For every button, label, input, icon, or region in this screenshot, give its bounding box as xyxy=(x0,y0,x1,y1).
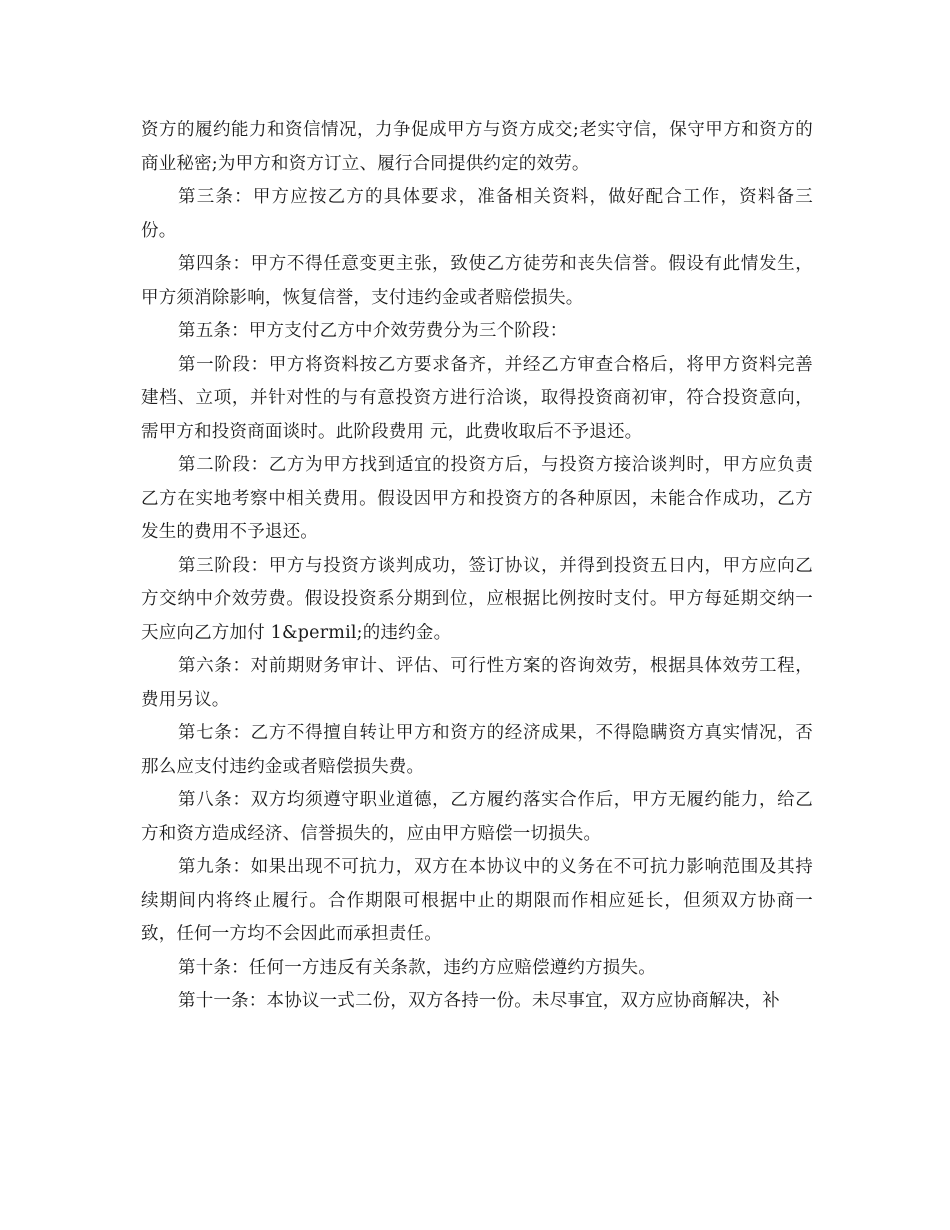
paragraph-article-9: 第九条：如果出现不可抗力，双方在本协议中的义务在不可抗力影响范围及其持续期间内将终止履行。合作期限可根据中止的期限而作相应延长，但须双方协商一致，任何一方均不会因此而承担责任。 xyxy=(141,857,813,944)
paragraph-stage-3: 第三阶段：甲方与投资方谈判成功，签订协议，并得到投资五日内，甲方应向乙方交纳中介效劳费。假设投资系分期到位，应根据比例按时支付。甲方每延期交纳一天应向乙方加付 1&permil;的违约金。 xyxy=(141,555,813,643)
paragraph-article-5: 第五条：甲方支付乙方中介效劳费分为三个阶段： xyxy=(178,321,568,341)
paragraph-article-11: 第十一条：本协议一式二份，双方各持一份。未尽事宜，双方应协商解决，补 xyxy=(178,991,780,1011)
paragraph-article-4: 第四条：甲方不得任意变更主张，致使乙方徒劳和丧失信誉。假设有此情发生，甲方须消除影响，恢复信誉，支付违约金或者赔偿损失。 xyxy=(141,254,813,308)
paragraph-article-6: 第六条：对前期财务审计、评估、可行性方案的咨询效劳，根据具体效劳工程，费用另议。 xyxy=(141,656,813,710)
document-body xyxy=(141,114,813,1019)
paragraph-article-8: 第八条：双方均须遵守职业道德，乙方履约落实合作后，甲方无履约能力，给乙方和资方造成经济、信誉损失的，应由甲方赔偿一切损失。 xyxy=(141,790,813,844)
paragraph-stage-2: 第二阶段：乙方为甲方找到适宜的投资方后，与投资方接洽谈判时，甲方应负责乙方在实地考察中相关费用。假设因甲方和投资方的各种原因，未能合作成功，乙方发生的费用不予退还。 xyxy=(141,455,813,542)
paragraph-stage-1: 第一阶段：甲方将资料按乙方要求备齐，并经乙方审查合格后，将甲方资料完善建档、立项，并针对性的与有意投资方进行洽谈，取得投资商初审，符合投资意向，需甲方和投资商面谈时。此阶段费用 元，此费收取后不予退还。 xyxy=(141,354,813,442)
paragraph-article-7: 第七条：乙方不得擅自转让甲方和资方的经济成果，不得隐瞒资方真实情况，否那么应支付违约金或者赔偿损失费。 xyxy=(141,723,813,777)
paragraph-continuation: 资方的履约能力和资信情况，力争促成甲方与资方成交;老实守信，保守甲方和资方的商业秘密;为甲方和资方订立、履行合同提供约定的效劳。 xyxy=(141,120,813,174)
paragraph-article-3: 第三条：甲方应按乙方的具体要求，准备相关资料，做好配合工作，资料备三份。 xyxy=(141,187,813,241)
paragraph-article-10: 第十条：任何一方违反有关条款，违约方应赔偿遵约方损失。 xyxy=(178,957,656,978)
